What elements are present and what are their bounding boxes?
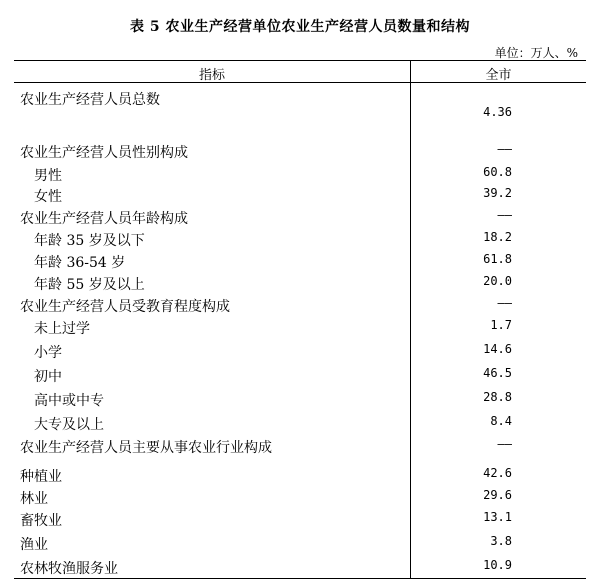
table-row: [14, 318, 586, 338]
header-indicator: 指标: [198, 68, 225, 83]
table-row: [14, 252, 586, 272]
table-row: [14, 466, 586, 486]
row-value: 46.5: [483, 366, 512, 380]
row-label: 林业: [20, 491, 48, 507]
row-label: 农业生产经营人员年龄构成: [20, 211, 188, 227]
table-row: [14, 208, 586, 228]
row-value: 4.36: [483, 105, 512, 119]
table-row: [14, 390, 586, 410]
table-title: 表 5 农业生产经营单位农业生产经营人员数量和结构: [130, 19, 470, 35]
unit-label: 单位：万人、%: [494, 46, 578, 60]
table-row: [14, 510, 586, 530]
table-bottom-rule: [14, 578, 586, 579]
table-row: [14, 296, 586, 316]
row-label: 年龄 36-54 岁: [34, 255, 126, 271]
table-row: [14, 342, 586, 362]
row-value: 14.6: [483, 342, 512, 356]
row-label: 男性: [34, 168, 62, 184]
row-value: 61.8: [483, 252, 512, 266]
row-label: 未上过学: [34, 321, 90, 337]
row-label: 畜牧业: [20, 513, 62, 529]
row-label: 年龄 55 岁及以上: [34, 277, 145, 293]
row-label: 农业生产经营人员受教育程度构成: [20, 299, 230, 315]
row-label: 高中或中专: [34, 393, 104, 409]
table-row: [14, 186, 586, 206]
table-row: [14, 414, 586, 434]
table-row: [14, 274, 586, 294]
row-label: 大专及以上: [34, 417, 104, 433]
row-label: 年龄 35 岁及以下: [34, 233, 145, 249]
row-value: 1.7: [490, 318, 512, 332]
row-value: 10.9: [483, 558, 512, 572]
table-row: [14, 142, 586, 162]
row-label: 渔业: [20, 537, 48, 553]
row-value: 60.8: [483, 165, 512, 179]
row-value: 20.0: [483, 274, 512, 288]
row-value: 8.4: [490, 414, 512, 428]
table-row: [14, 488, 586, 508]
row-value: ——: [497, 208, 512, 222]
row-label: 农业生产经营人员性别构成: [20, 145, 188, 161]
row-value: 13.1: [483, 510, 512, 524]
row-value: ——: [497, 142, 512, 156]
row-label: 农林牧渔服务业: [20, 561, 118, 577]
row-label: 种植业: [20, 469, 62, 485]
table-row: [14, 105, 586, 125]
table-row: [14, 165, 586, 185]
row-value: 3.8: [490, 534, 512, 548]
table-row: [14, 230, 586, 250]
row-value: 42.6: [483, 466, 512, 480]
row-value: 18.2: [483, 230, 512, 244]
row-label: 初中: [34, 369, 62, 385]
row-value: ——: [497, 296, 512, 310]
table-row: [14, 366, 586, 386]
row-value: 39.2: [483, 186, 512, 200]
table-row: [14, 558, 586, 578]
row-label: 小学: [34, 345, 62, 361]
row-value: ——: [497, 437, 512, 451]
row-label: 农业生产经营人员主要从事农业行业构成: [20, 440, 272, 456]
header-city: 全市: [485, 68, 512, 83]
table-row: [14, 437, 586, 457]
row-label: 女性: [34, 189, 62, 205]
table-top-rule: [14, 60, 586, 61]
row-value: 28.8: [483, 390, 512, 404]
row-label: 农业生产经营人员总数: [20, 92, 160, 108]
table-row: [14, 534, 586, 554]
row-value: 29.6: [483, 488, 512, 502]
